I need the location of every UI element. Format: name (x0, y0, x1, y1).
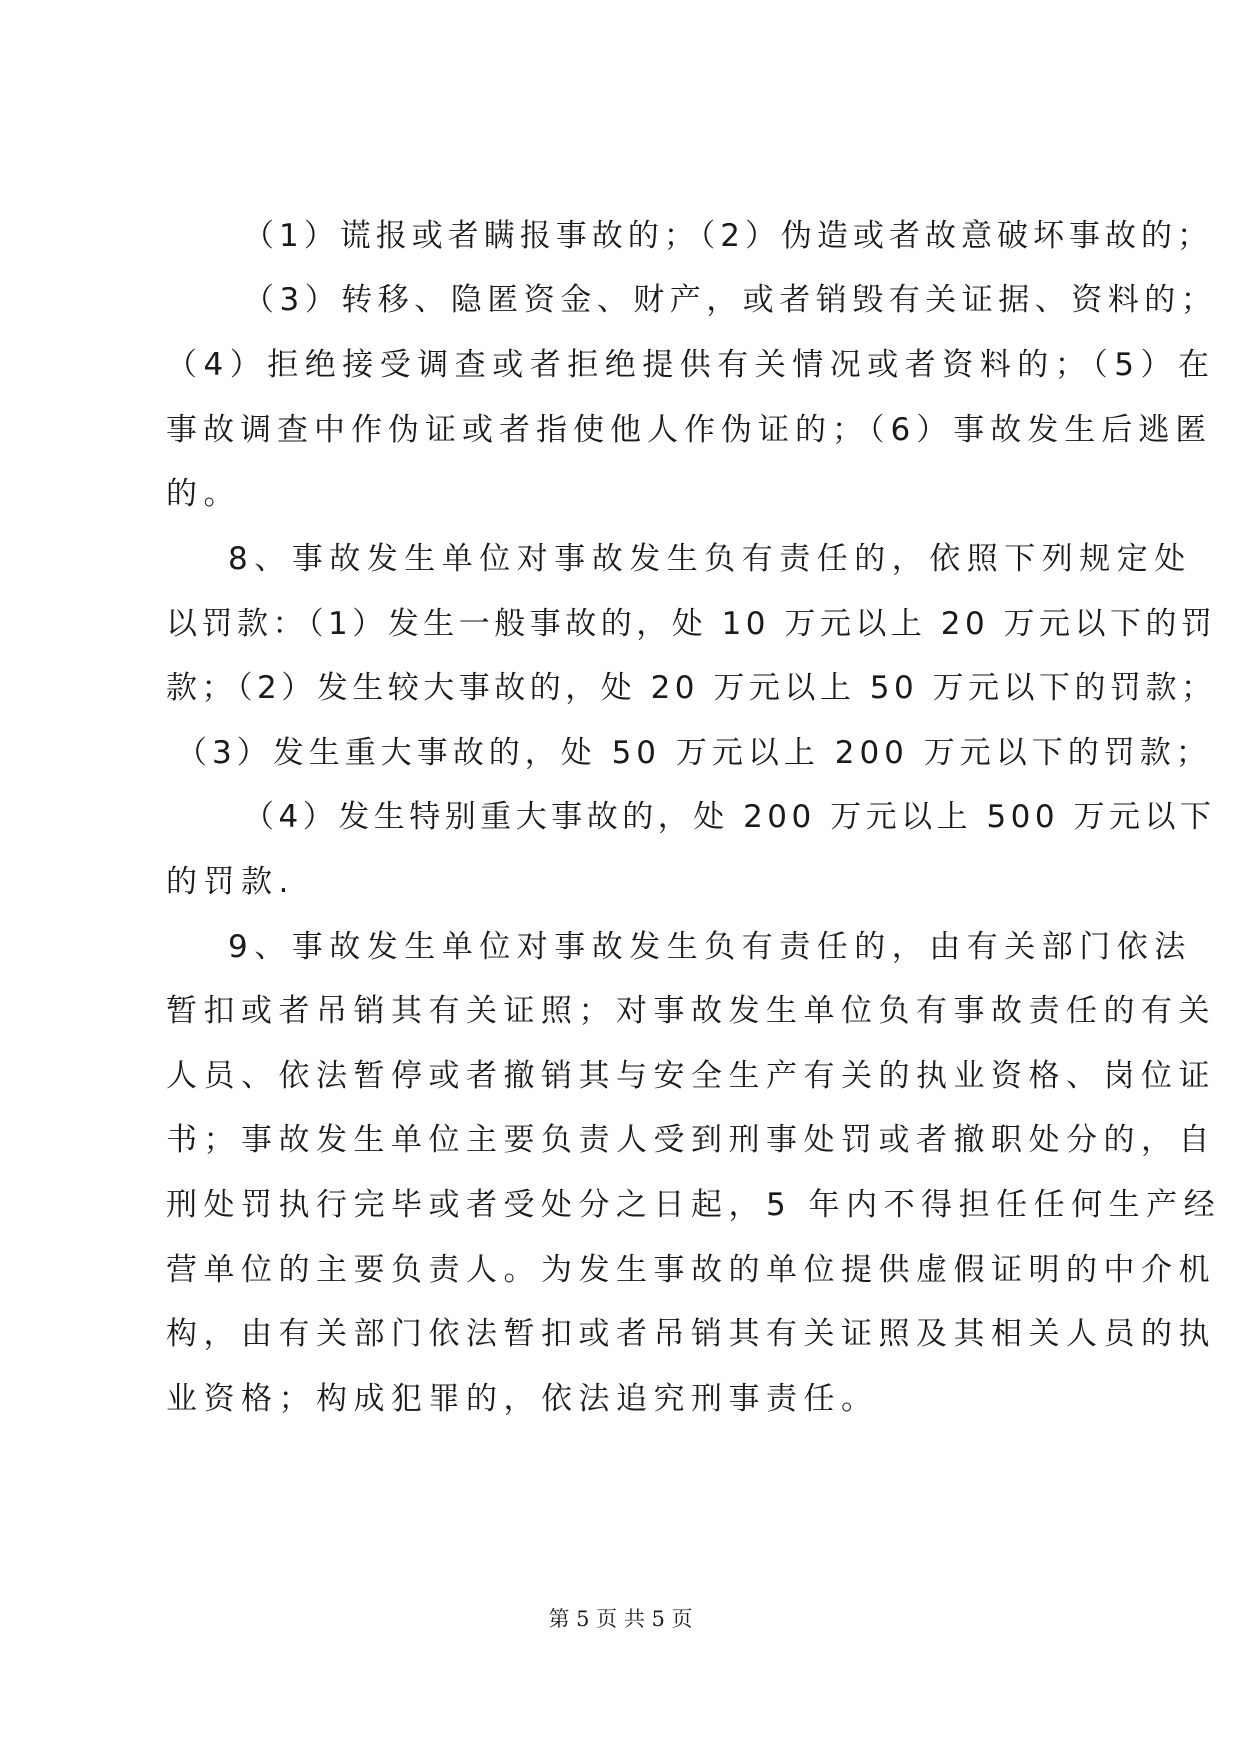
text-line: 款；（2）发生较大事故的，处 20 万元以上 50 万元以下的罚款； (166, 670, 1217, 706)
text-line: （4）拒绝接受调查或者拒绝提供有关情况或者资料的；（5）在 (166, 347, 1216, 383)
text-line: 暂扣或者吊销其有关证照；对事故发生单位负有事故责任的有关 (166, 993, 1216, 1029)
text-line: 人员、依法暂停或者撤销其与安全生产有关的执业资格、岗位证 (166, 1058, 1216, 1094)
page-number-footer: 第 5 页 共 5 页 (548, 1607, 693, 1631)
text-line: 业资格；构成犯罪的，依法追究刑事责任。 (166, 1381, 879, 1417)
text-line: 的罚款. (166, 864, 295, 900)
text-line: 的。 (166, 476, 241, 512)
text-line: 刑处罚执行完毕或者受处分之日起，5 年内不得担任任何生产经 (166, 1187, 1222, 1223)
text-line: 书；事故发生单位主要负责人受到刑事处罚或者撤职处分的，自 (166, 1122, 1216, 1158)
text-line: （3）发生重大事故的，处 50 万元以上 200 万元以下的罚款； (176, 735, 1212, 771)
text-line: 以罚款：（1）发生一般事故的，处 10 万元以上 20 万元以下的罚 (166, 606, 1217, 642)
text-line: 事故调查中作伪证或者指使他人作伪证的；（6）事故发生后逃匿 (166, 412, 1213, 448)
text-line: （1）谎报或者瞒报事故的；（2）伪造或者故意破坏事故的； (243, 218, 1213, 254)
text-line: 9、事故发生单位对事故发生负有责任的，由有关部门依法 (228, 929, 1192, 965)
text-line: （4）发生特别重大事故的，处 200 万元以上 500 万元以下 (243, 799, 1216, 835)
text-line: 构，由有关部门依法暂扣或者吊销其有关证照及其相关人员的执 (166, 1316, 1216, 1352)
text-line: 营单位的主要负责人。为发生事故的单位提供虚假证明的中介机 (166, 1252, 1216, 1288)
text-line: 8、事故发生单位对事故发生负有责任的，依照下列规定处 (228, 541, 1192, 577)
text-line: （3）转移、隐匿资金、财产，或者销毁有关证据、资料的； (243, 282, 1218, 318)
